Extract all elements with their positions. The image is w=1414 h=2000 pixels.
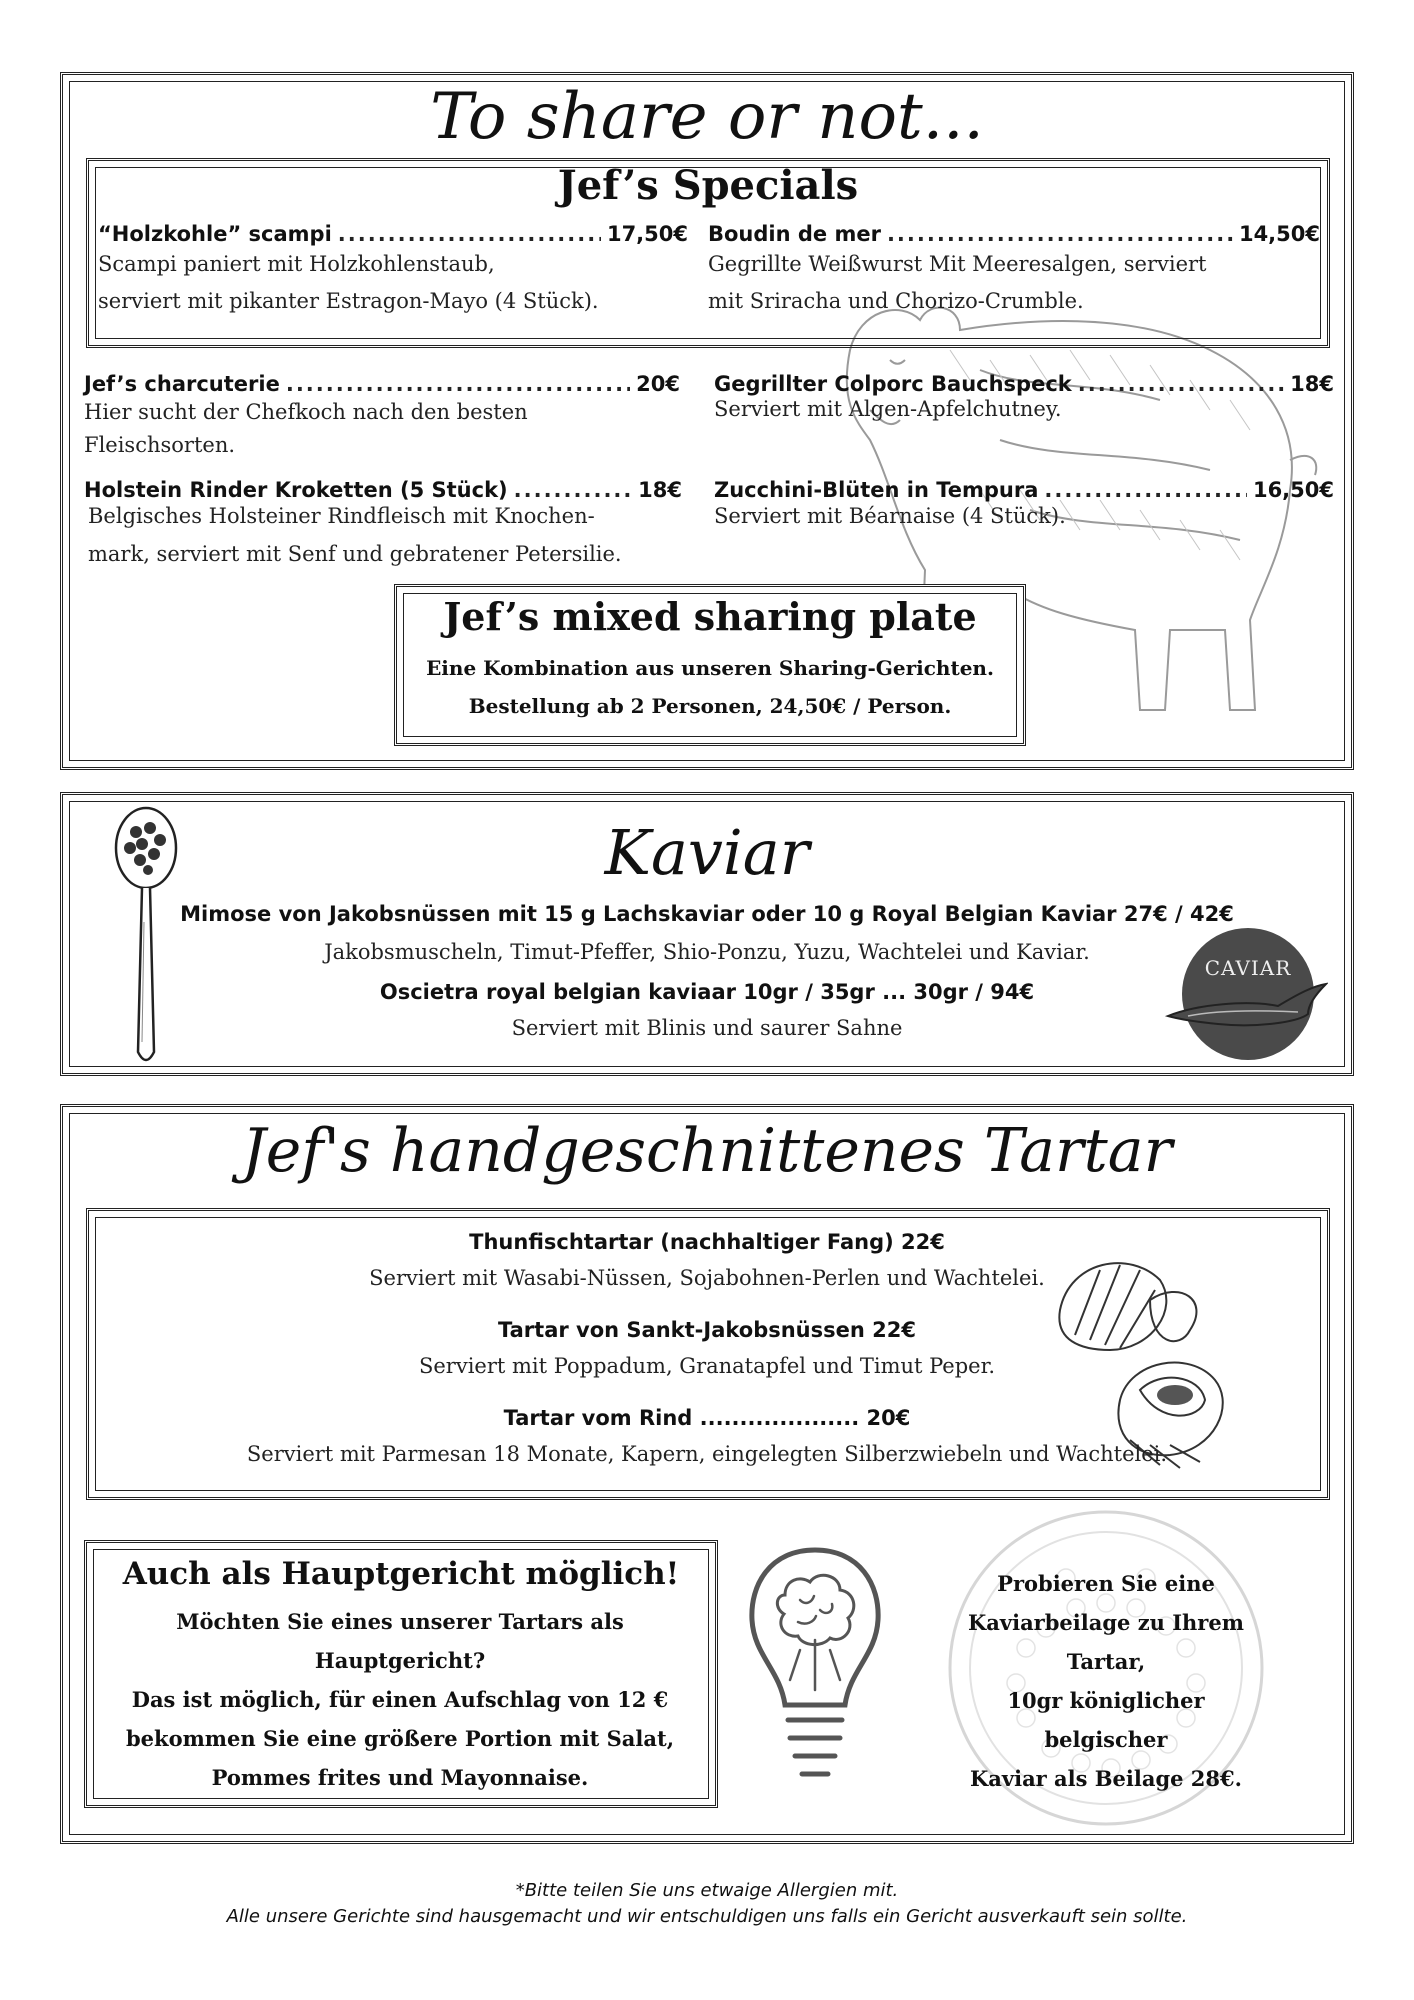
- share-item-charcuterie: [84, 372, 680, 462]
- item-desc: Serviert mit Algen-Apfelchutney.: [714, 397, 1062, 421]
- special-name: Boudin de mer: [708, 222, 881, 246]
- tartar-item3-desc: Serviert mit Parmesan 18 Monate, Kapern, eingelegten Silberzwiebeln und Wachtelei.: [246, 1442, 1168, 1466]
- sturgeon-icon: [1158, 924, 1328, 1064]
- sharing-plate-title: Jef’s mixed sharing plate: [443, 594, 977, 639]
- main-course-line: bekommen Sie eine größere Portion mit Salat,: [125, 1726, 675, 1751]
- kaviar-item2-desc: Serviert mit Blinis und saurer Sahne: [511, 1016, 903, 1040]
- sharing-plate-line2: Bestellung ab 2 Personen, 24,50€ / Person.: [468, 694, 952, 718]
- specials-title: Jef’s Specials: [557, 162, 859, 209]
- item-name: Gegrillter Colporc Bauchspeck: [714, 372, 1072, 396]
- share-item-bauchspeck: [714, 372, 1334, 422]
- item-name: Jef’s charcuterie: [84, 372, 280, 396]
- main-course-text: [100, 1602, 700, 1797]
- item-price: 18€: [1290, 372, 1334, 396]
- item-desc: mark, serviert mit Senf und gebratener Petersilie.: [88, 542, 622, 566]
- tartar-item2-name: Tartar von Sankt-Jakobsnüssen 22€: [498, 1318, 916, 1342]
- special-price: 14,50€: [1238, 222, 1320, 246]
- tartar-item2-desc: Serviert mit Poppadum, Granatapfel und Timut Peper.: [418, 1354, 996, 1378]
- kaviar-item2-name: Oscietra royal belgian kaviaar 10gr / 35gr ... 30gr / 94€: [379, 980, 1035, 1004]
- share-title: To share or not...: [430, 80, 984, 154]
- item-name: Zucchini-Blüten in Tempura: [714, 478, 1039, 502]
- caviar-badge-text: CAVIAR: [1204, 956, 1292, 980]
- main-course-line: Pommes frites und Mayonnaise.: [211, 1765, 589, 1790]
- share-item-kroketten: [84, 478, 682, 568]
- caviar-tip-line: Probieren Sie eine: [997, 1571, 1215, 1596]
- caviar-tip-text: [946, 1564, 1266, 1798]
- special-item-scampi: [98, 222, 688, 318]
- special-desc: Gegrillte Weißwurst Mit Meeresalgen, serviert: [708, 252, 1207, 276]
- item-name: Holstein Rinder Kroketten (5 Stück): [84, 478, 508, 502]
- footer-allergies: *Bitte teilen Sie uns etwaige Allergien mit.: [515, 1880, 899, 1901]
- item-desc: Belgisches Holsteiner Rindfleisch mit Knochen-: [88, 504, 595, 528]
- main-course-line: Möchten Sie eines unserer Tartars als: [176, 1609, 624, 1634]
- special-name: “Holzkohle” scampi: [98, 222, 332, 246]
- caviar-tip-line: Tartar,: [1066, 1649, 1146, 1674]
- tartar-item1-name: Thunfischtartar (nachhaltiger Fang) 22€: [469, 1230, 945, 1254]
- kaviar-item1-name: Mimose von Jakobsnüssen mit 15 g Lachskaviar oder 10 g Royal Belgian Kaviar 27€ / 42€: [180, 902, 1234, 926]
- brain-bulb-icon: [740, 1540, 890, 1810]
- special-desc: mit Sriracha und Chorizo-Crumble.: [708, 289, 1084, 313]
- sharing-plate-line1: Eine Kombination aus unseren Sharing-Gerichten.: [426, 656, 994, 680]
- item-desc: Hier sucht der Chefkoch nach den besten: [84, 400, 528, 424]
- caviar-tip-line: Kaviar als Beilage 28€.: [970, 1766, 1242, 1791]
- item-desc: Serviert mit Béarnaise (4 Stück).: [714, 504, 1066, 528]
- item-price: 20€: [636, 372, 680, 396]
- kaviar-item1-desc: Jakobsmuscheln, Timut-Pfeffer, Shio-Ponzu, Yuzu, Wachtelei und Kaviar.: [324, 940, 1090, 964]
- special-item-boudin: [708, 222, 1320, 318]
- item-price: 18€: [638, 478, 682, 502]
- special-price: 17,50€: [606, 222, 688, 246]
- main-course-line: Das ist möglich, für einen Aufschlag von 12 €: [131, 1687, 669, 1712]
- footer-homemade: Alle unsere Gerichte sind hausgemacht und wir entschuldigen uns falls ein Gericht ausverkauft sein sollte.: [226, 1906, 1188, 1927]
- kaviar-title: Kaviar: [604, 816, 810, 889]
- item-desc: Fleischsorten.: [84, 433, 236, 457]
- item-price: 16,50€: [1252, 478, 1334, 502]
- caviar-tip-line: 10gr königlicher belgischer: [1007, 1688, 1205, 1752]
- tartar-item1-desc: Serviert mit Wasabi-Nüssen, Sojabohnen-Perlen und Wachtelei.: [369, 1266, 1045, 1290]
- main-course-title: Auch als Hauptgericht möglich!: [122, 1556, 680, 1592]
- special-desc: serviert mit pikanter Estragon-Mayo (4 Stück).: [98, 289, 599, 313]
- tartar-item3-name: Tartar vom Rind .................... 20€: [503, 1406, 911, 1430]
- caviar-tip-line: Kaviarbeilage zu Ihrem: [968, 1610, 1244, 1635]
- main-course-line: Hauptgericht?: [314, 1648, 486, 1673]
- tartar-title: Jef's handgeschnittenes Tartar: [241, 1116, 1173, 1186]
- share-item-zucchini: [714, 478, 1334, 530]
- special-desc: Scampi paniert mit Holzkohlenstaub,: [98, 252, 495, 276]
